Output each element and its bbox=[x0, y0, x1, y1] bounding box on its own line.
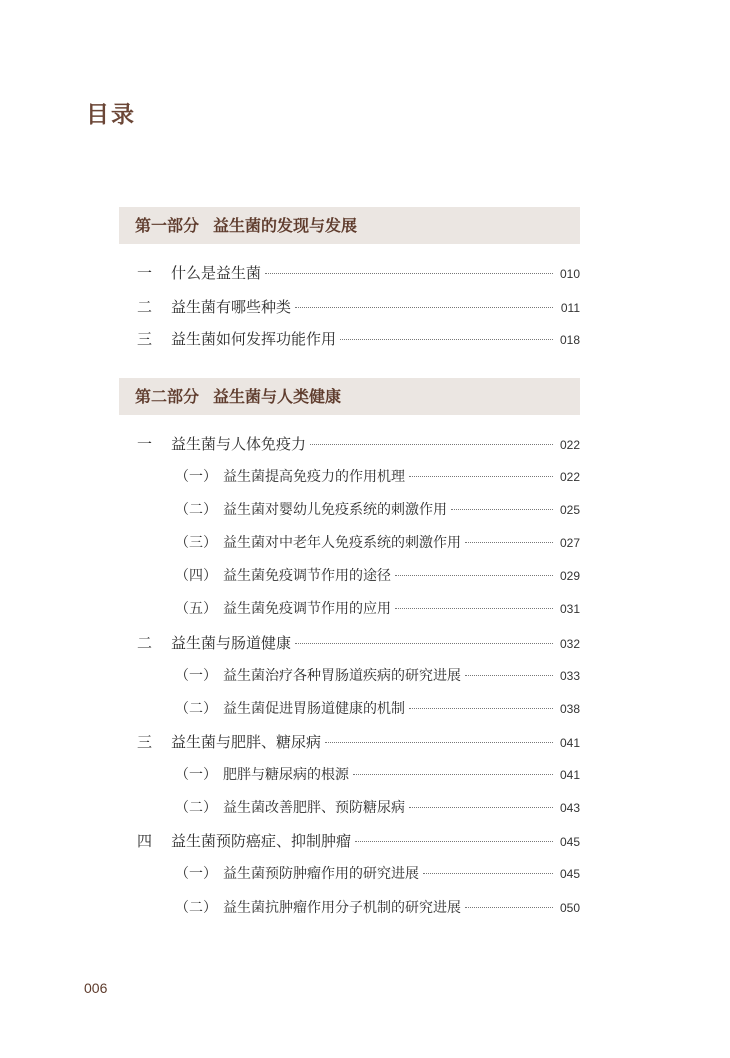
toc-entry[interactable] bbox=[137, 262, 580, 284]
toc-index: 三 bbox=[137, 330, 153, 348]
dot-leader bbox=[465, 542, 553, 543]
toc-label: 益生菌有哪些种类 bbox=[171, 298, 292, 316]
dot-leader bbox=[451, 509, 553, 510]
dot-leader bbox=[355, 841, 553, 842]
toc-index: 一 bbox=[137, 435, 153, 453]
toc-page: 011 bbox=[560, 301, 580, 315]
dot-leader bbox=[295, 643, 553, 644]
dot-leader bbox=[340, 339, 553, 340]
dot-leader bbox=[353, 774, 553, 775]
toc-index: 二 bbox=[137, 634, 153, 652]
section-title: 益生菌的发现与发展 bbox=[213, 216, 358, 235]
toc-index: 四 bbox=[137, 832, 153, 850]
section-header-part1 bbox=[119, 207, 580, 244]
toc-index: 三 bbox=[137, 733, 153, 751]
toc-subentry[interactable] bbox=[175, 764, 580, 786]
toc-label: 益生菌与肥胖、糖尿病 bbox=[171, 733, 322, 751]
page-number: 006 bbox=[84, 980, 108, 996]
toc-entry[interactable] bbox=[137, 328, 580, 350]
toc-subentry[interactable] bbox=[175, 532, 580, 554]
toc-label: 益生菌对婴幼儿免疫系统的刺激作用 bbox=[223, 502, 447, 518]
toc-index: （一） bbox=[175, 866, 217, 882]
toc-index: （二） bbox=[175, 502, 217, 518]
toc-label: 益生菌促进胃肠道健康的机制 bbox=[223, 701, 405, 717]
toc-label: 益生菌治疗各种胃肠道疾病的研究进展 bbox=[223, 668, 461, 684]
dot-leader bbox=[409, 807, 553, 808]
dot-leader bbox=[409, 708, 553, 709]
toc-index: （一） bbox=[175, 668, 217, 684]
toc-page: 045 bbox=[559, 867, 580, 881]
dot-leader bbox=[465, 907, 553, 908]
section-number: 第一部分 bbox=[135, 216, 200, 235]
page-title: 目录 bbox=[86, 102, 136, 128]
toc-subentry[interactable] bbox=[175, 598, 580, 620]
dot-leader bbox=[325, 742, 553, 743]
toc-entry[interactable] bbox=[137, 433, 580, 455]
section-title: 益生菌与人类健康 bbox=[213, 387, 342, 406]
toc-page: 022 bbox=[559, 438, 580, 452]
toc-label: 益生菌提高免疫力的作用机理 bbox=[223, 469, 405, 485]
toc-page: 033 bbox=[559, 669, 580, 683]
toc-page: 043 bbox=[559, 801, 580, 815]
section-number: 第二部分 bbox=[135, 387, 200, 406]
toc-entry[interactable] bbox=[137, 830, 580, 852]
toc-label: 肥胖与糖尿病的根源 bbox=[223, 767, 349, 783]
dot-leader bbox=[310, 444, 553, 445]
toc-label: 什么是益生菌 bbox=[171, 264, 262, 282]
toc-page: 027 bbox=[559, 536, 580, 550]
toc-page: 031 bbox=[559, 602, 580, 616]
dot-leader bbox=[395, 575, 553, 576]
toc-label: 益生菌与肠道健康 bbox=[171, 634, 292, 652]
toc-subentry[interactable] bbox=[175, 499, 580, 521]
toc-index: 二 bbox=[137, 298, 153, 316]
toc-subentry[interactable] bbox=[175, 863, 580, 885]
section-header-part2 bbox=[119, 378, 580, 415]
toc-label: 益生菌对中老年人免疫系统的刺激作用 bbox=[223, 535, 461, 551]
dot-leader bbox=[423, 873, 553, 874]
toc-index: （二） bbox=[175, 900, 217, 916]
toc-label: 益生菌如何发挥功能作用 bbox=[171, 330, 337, 348]
toc-index: （二） bbox=[175, 800, 217, 816]
dot-leader bbox=[409, 476, 553, 477]
toc-label: 益生菌预防癌症、抑制肿瘤 bbox=[171, 832, 352, 850]
toc-label: 益生菌免疫调节作用的途径 bbox=[223, 568, 391, 584]
dot-leader bbox=[395, 608, 553, 609]
dot-leader bbox=[295, 307, 553, 308]
toc-index: （一） bbox=[175, 767, 217, 783]
toc-page: 041 bbox=[559, 768, 580, 782]
toc-page: 029 bbox=[559, 569, 580, 583]
toc-index: （三） bbox=[175, 535, 217, 551]
dot-leader bbox=[465, 675, 553, 676]
toc-entry[interactable] bbox=[137, 632, 580, 654]
toc-page: 050 bbox=[559, 901, 580, 915]
toc-page: 038 bbox=[559, 702, 580, 716]
toc-entry[interactable] bbox=[137, 731, 580, 753]
toc-page: 041 bbox=[559, 736, 580, 750]
toc-subentry[interactable] bbox=[175, 565, 580, 587]
toc-subentry[interactable] bbox=[175, 466, 580, 488]
toc-subentry[interactable] bbox=[175, 698, 580, 720]
toc-page: 032 bbox=[559, 637, 580, 651]
toc-subentry[interactable] bbox=[175, 665, 580, 687]
toc-subentry[interactable] bbox=[175, 797, 580, 819]
toc-index: （二） bbox=[175, 701, 217, 717]
toc-index: （四） bbox=[175, 568, 217, 584]
toc-page: 018 bbox=[559, 333, 580, 347]
toc-page: 025 bbox=[559, 503, 580, 517]
toc-label: 益生菌免疫调节作用的应用 bbox=[223, 601, 391, 617]
toc-page: 010 bbox=[559, 267, 580, 281]
toc-label: 益生菌与人体免疫力 bbox=[171, 435, 307, 453]
toc-label: 益生菌改善肥胖、预防糖尿病 bbox=[223, 800, 405, 816]
toc-label: 益生菌抗肿瘤作用分子机制的研究进展 bbox=[223, 900, 461, 916]
dot-leader bbox=[265, 273, 553, 274]
toc-index: （一） bbox=[175, 469, 217, 485]
toc-entry[interactable] bbox=[137, 296, 580, 318]
toc-page: 022 bbox=[559, 470, 580, 484]
toc-index: 一 bbox=[137, 264, 153, 282]
toc-subentry[interactable] bbox=[175, 897, 580, 919]
toc-label: 益生菌预防肿瘤作用的研究进展 bbox=[223, 866, 419, 882]
toc-index: （五） bbox=[175, 601, 217, 617]
toc-page: 045 bbox=[559, 835, 580, 849]
